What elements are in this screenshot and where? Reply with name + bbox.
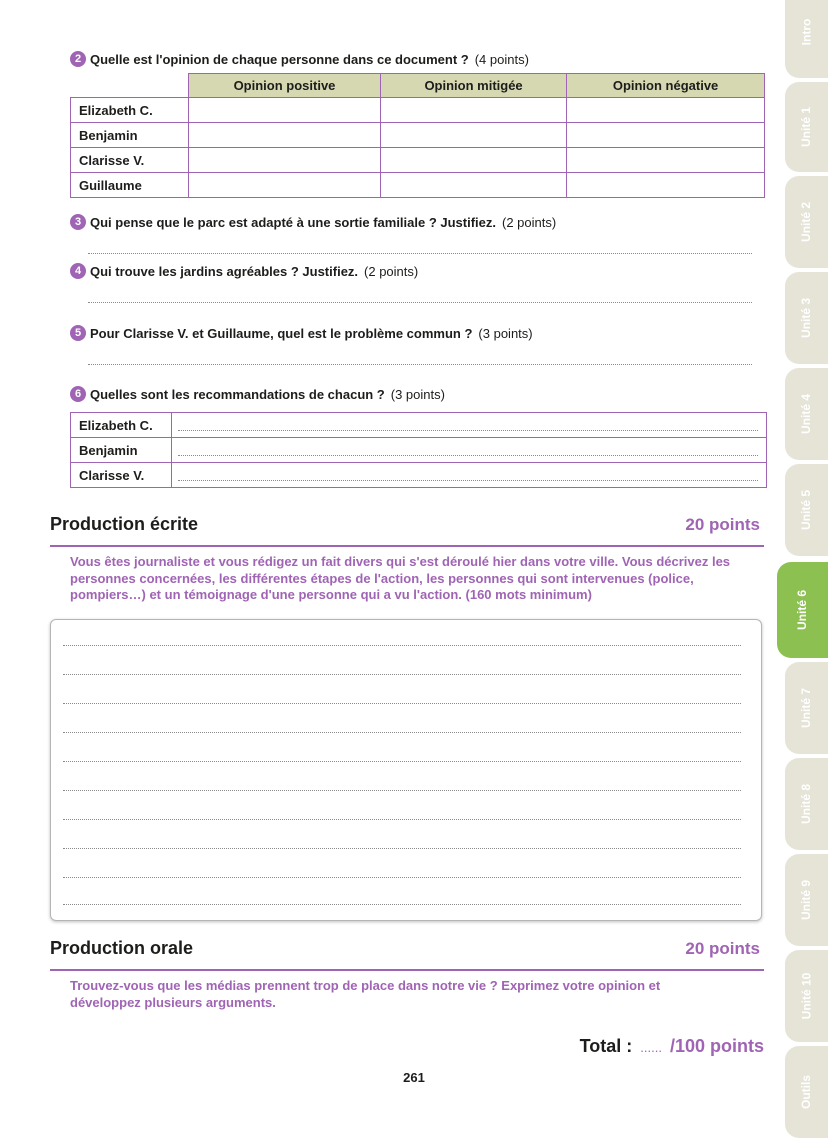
question-number-badge: 3 [70,214,86,230]
answer-cell[interactable] [567,123,765,148]
answer-cell[interactable] [172,463,767,488]
total-blank[interactable]: ...... [640,1040,662,1055]
unit-tabs [785,0,828,1123]
tab-label: Unité 9 [799,879,814,921]
question-number-badge: 4 [70,263,86,279]
section-points-ecrite: 20 points [685,515,760,534]
answer-cell[interactable] [189,173,381,198]
opinion-table [70,73,765,198]
answer-cell[interactable] [380,98,566,123]
tab-outils[interactable] [785,1046,828,1138]
question-6 [70,386,445,402]
row-label: Clarisse V. [71,463,172,488]
question-text: Quelles sont les recommandations de chacun ? [90,386,385,402]
column-header: Opinion positive [189,74,381,98]
answer-cell[interactable] [380,148,566,173]
answer-cell[interactable] [567,98,765,123]
writing-line[interactable] [63,848,741,849]
tab-label: Unité 1 [799,106,814,148]
section-instructions-ecrite: Vous êtes journaliste et vous rédigez un fait divers qui s'est déroulé hier dans votre ville. Vous décrivez les personnes concernées, les différentes étapes de l'action, les personnes qui sont intervenues (police, pompiers…) et un témoignage d'une personne qui a vu l'action. (160 mots minimum) [70,554,731,602]
answer-cell[interactable] [172,413,767,438]
question-points: (2 points) [502,214,557,230]
table-row [71,98,765,123]
section-instructions-orale: Trouvez-vous que les médias prennent trop de place dans notre vie ? Exprimez votre opinion et développez plusieurs arguments. [70,978,661,1010]
tab-label: Unité 6 [795,589,810,631]
question-4 [70,263,418,279]
row-label: Guillaume [71,173,189,198]
total-max: /100 points [669,1036,764,1056]
question-3 [70,214,556,230]
answer-cell[interactable] [380,123,566,148]
tab-label: Unité 5 [799,489,814,531]
question-text: Quelle est l'opinion de chaque personne dans ce document ? [90,51,469,67]
row-label: Clarisse V. [71,148,189,173]
row-label: Elizabeth C. [71,98,189,123]
tab-unite-5[interactable] [785,464,828,556]
question-points: (3 points) [478,325,533,341]
answer-cell[interactable] [189,123,381,148]
question-5 [70,325,533,341]
answer-cell[interactable] [189,98,381,123]
section-divider [50,545,764,547]
tab-label: Intro [799,18,814,46]
section-title-orale: Production orale [50,938,194,958]
section-points-orale: 20 points [685,939,760,958]
page-number: 261 [403,1070,425,1085]
column-header: Opinion négative [567,74,765,98]
writing-line[interactable] [63,703,741,704]
question-number-badge: 2 [70,51,86,67]
answer-cell[interactable] [567,173,765,198]
question-points: (3 points) [390,386,445,402]
tab-unite-2[interactable] [785,176,828,268]
table-row [71,463,767,488]
row-label: Benjamin [71,123,189,148]
tab-unite-4[interactable] [785,368,828,460]
tab-label: Unité 7 [799,687,814,729]
question-2 [70,51,529,67]
tab-unite-1[interactable] [785,82,828,172]
writing-box[interactable] [50,619,762,921]
table-row [71,173,765,198]
question-points: (2 points) [364,263,419,279]
writing-line[interactable] [63,761,741,762]
writing-line[interactable] [63,819,741,820]
writing-line[interactable] [63,645,741,646]
tab-label: Unité 2 [799,201,814,243]
tab-unite-10[interactable] [785,950,828,1042]
question-number-badge: 6 [70,386,86,402]
table-row [71,438,767,463]
question-number-badge: 5 [70,325,86,341]
question-text: Qui pense que le parc est adapté à une sortie familiale ? Justifiez. [90,214,497,230]
writing-line[interactable] [63,877,741,878]
table-row [71,123,765,148]
tab-label: Unité 8 [799,783,814,825]
answer-line[interactable] [88,364,752,365]
tab-label: Unité 10 [799,972,814,1020]
tab-label: Unité 4 [799,393,814,435]
tab-label: Unité 3 [799,297,814,339]
tab-label: Outils [799,1074,814,1110]
column-header: Opinion mitigée [380,74,566,98]
writing-line[interactable] [63,790,741,791]
table-row [71,148,765,173]
recommendations-table [70,412,767,488]
answer-cell[interactable] [567,148,765,173]
section-title-ecrite: Production écrite [50,514,199,534]
answer-line[interactable] [88,302,752,303]
writing-line[interactable] [63,732,741,733]
answer-line[interactable] [88,253,752,254]
answer-cell[interactable] [189,148,381,173]
table-corner [71,74,189,98]
tab-unite-9[interactable] [785,854,828,946]
answer-cell[interactable] [380,173,566,198]
row-label: Benjamin [71,438,172,463]
table-row [71,413,767,438]
total-score [580,1036,764,1057]
section-divider [50,969,764,971]
writing-line[interactable] [63,904,741,905]
tab-unite-6[interactable] [777,562,828,658]
answer-cell[interactable] [172,438,767,463]
writing-line[interactable] [63,674,741,675]
total-label: Total : [579,1036,633,1056]
tab-unite-8[interactable] [785,758,828,850]
tab-unite-3[interactable] [785,272,828,364]
question-text: Qui trouve les jardins agréables ? Justifiez. [90,263,359,279]
question-points: (4 points) [474,51,529,67]
tab-intro[interactable] [785,0,828,78]
tab-unite-7[interactable] [785,662,828,754]
row-label: Elizabeth C. [71,413,172,438]
question-text: Pour Clarisse V. et Guillaume, quel est le problème commun ? [90,325,473,341]
